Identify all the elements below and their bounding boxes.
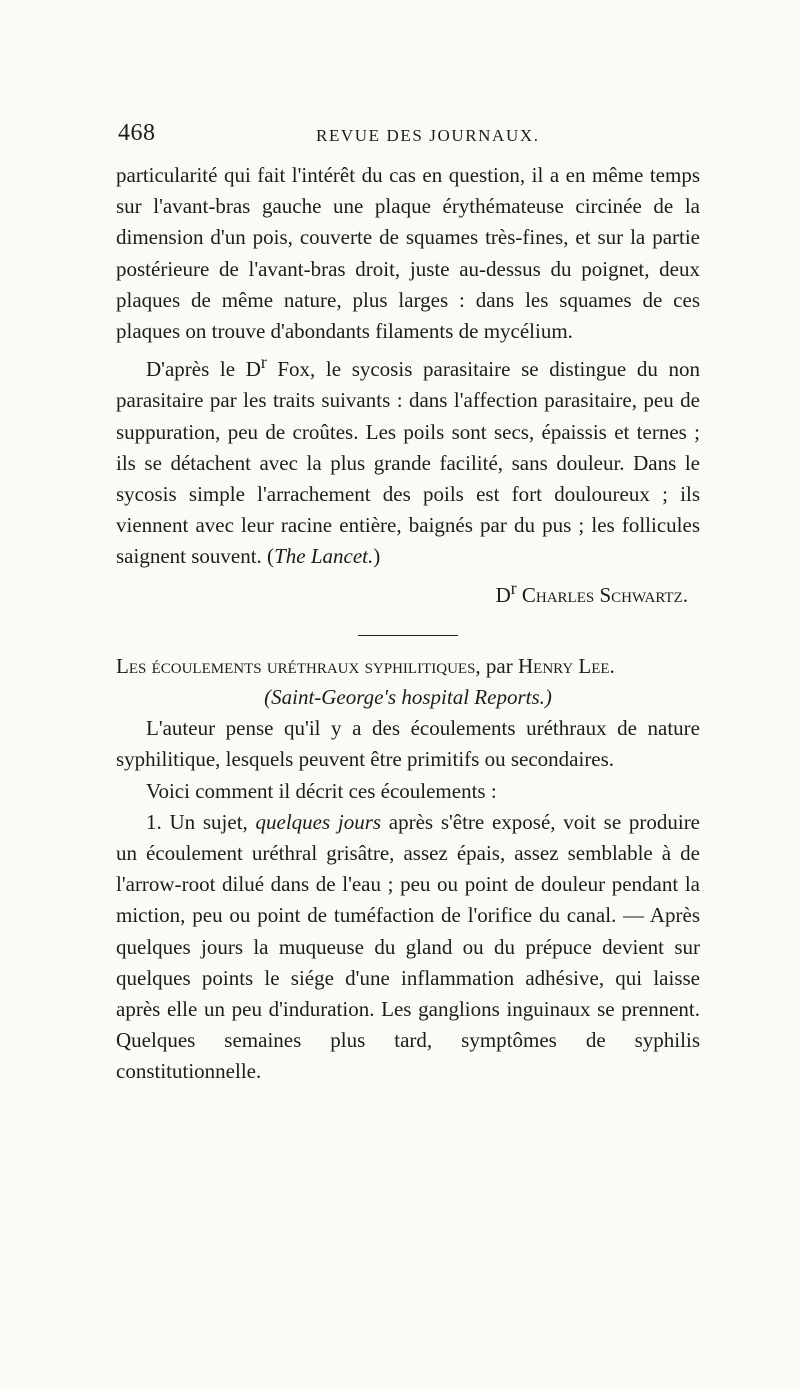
source-open: ( bbox=[264, 685, 272, 710]
superscript: r bbox=[260, 352, 267, 373]
paragraph-intro: L'auteur pense qu'il y a des écoulements uréthraux de nature syphilitique, lesquels peuvent être primitifs ou secondaires. bbox=[116, 716, 700, 772]
superscript: r bbox=[510, 577, 517, 598]
text-segment: Fox, le sycosis parasitaire se distingue du non parasitaire par les traits suivants : dans l'affection parasitaire, peu de suppuration, peu de croûtes. Les poils sont secs, épaissis et ternes ; ils se détachent avec la plus grande facilité, sans douleur. Dans le sycosis simple l'arrachement des poils est fort douloureux ; ils viennent avec leur racine entière, baignés par du pus ; les follicules saignent souvent. ( bbox=[116, 357, 700, 569]
paragraph-description: Voici comment il décrit ces écoulements : bbox=[146, 778, 497, 803]
text-segment: D'après le D bbox=[146, 357, 261, 382]
signature bbox=[116, 573, 700, 611]
article-title: Les écoulements uréthraux syphilitiques, bbox=[116, 653, 481, 678]
article-heading bbox=[116, 651, 700, 682]
paragraph-fox bbox=[116, 347, 700, 572]
emphasis: quelques jours bbox=[255, 809, 382, 834]
section-divider bbox=[358, 635, 458, 636]
signature-name: Charles Schwartz. bbox=[516, 582, 688, 607]
page-number: 468 bbox=[118, 120, 156, 146]
text-segment: après s'être exposé, voit se produire un écoulement uréthral grisâtre, assez épais, assez semblable à de l'arrow-root dilué dans de l'eau ; peu ou point de douleur pendant la miction, peu ou point de tuméfaction de l'orifice du canal. — Après quelques jours la muqueuse du gland ou du prépuce devient sur quelques points le siége d'une inflammation adhésive, qui laisse après elle un peu d'induration. Les ganglions inguinaux se prennent. Quelques semaines plus tard, symptômes de syphilis constitutionnelle. bbox=[116, 809, 701, 1084]
article-author: Henry Lee. bbox=[517, 653, 615, 678]
source-close: ) bbox=[544, 685, 552, 710]
article-source bbox=[116, 682, 700, 713]
author-prefix: par bbox=[480, 653, 518, 678]
paragraph-continued: particularité qui fait l'intérêt du cas en question, il a en même temps sur l'avant-bras gauche une plaque érythémateuse circinée de la dimension d'un pois, couverte de squames très-fines, et sur la partie postérieure de l'avant-bras droit, juste au-dessus du poignet, deux plaques de même nature, plus larges : dans les squames de ces plaques on trouve d'abondants filaments de mycélium. bbox=[116, 163, 700, 344]
body-text bbox=[116, 160, 700, 1088]
text-segment: ) bbox=[373, 544, 381, 569]
source-name: Saint-George's hospital Reports. bbox=[271, 685, 545, 710]
text-segment: 1. Un sujet, bbox=[146, 809, 256, 834]
signature-prefix: D bbox=[495, 582, 511, 607]
paragraph-case-1 bbox=[116, 807, 700, 1088]
running-title: REVUE DES JOURNAUX. bbox=[316, 126, 540, 145]
page-header bbox=[118, 120, 698, 154]
journal-title: The Lancet. bbox=[274, 544, 374, 569]
